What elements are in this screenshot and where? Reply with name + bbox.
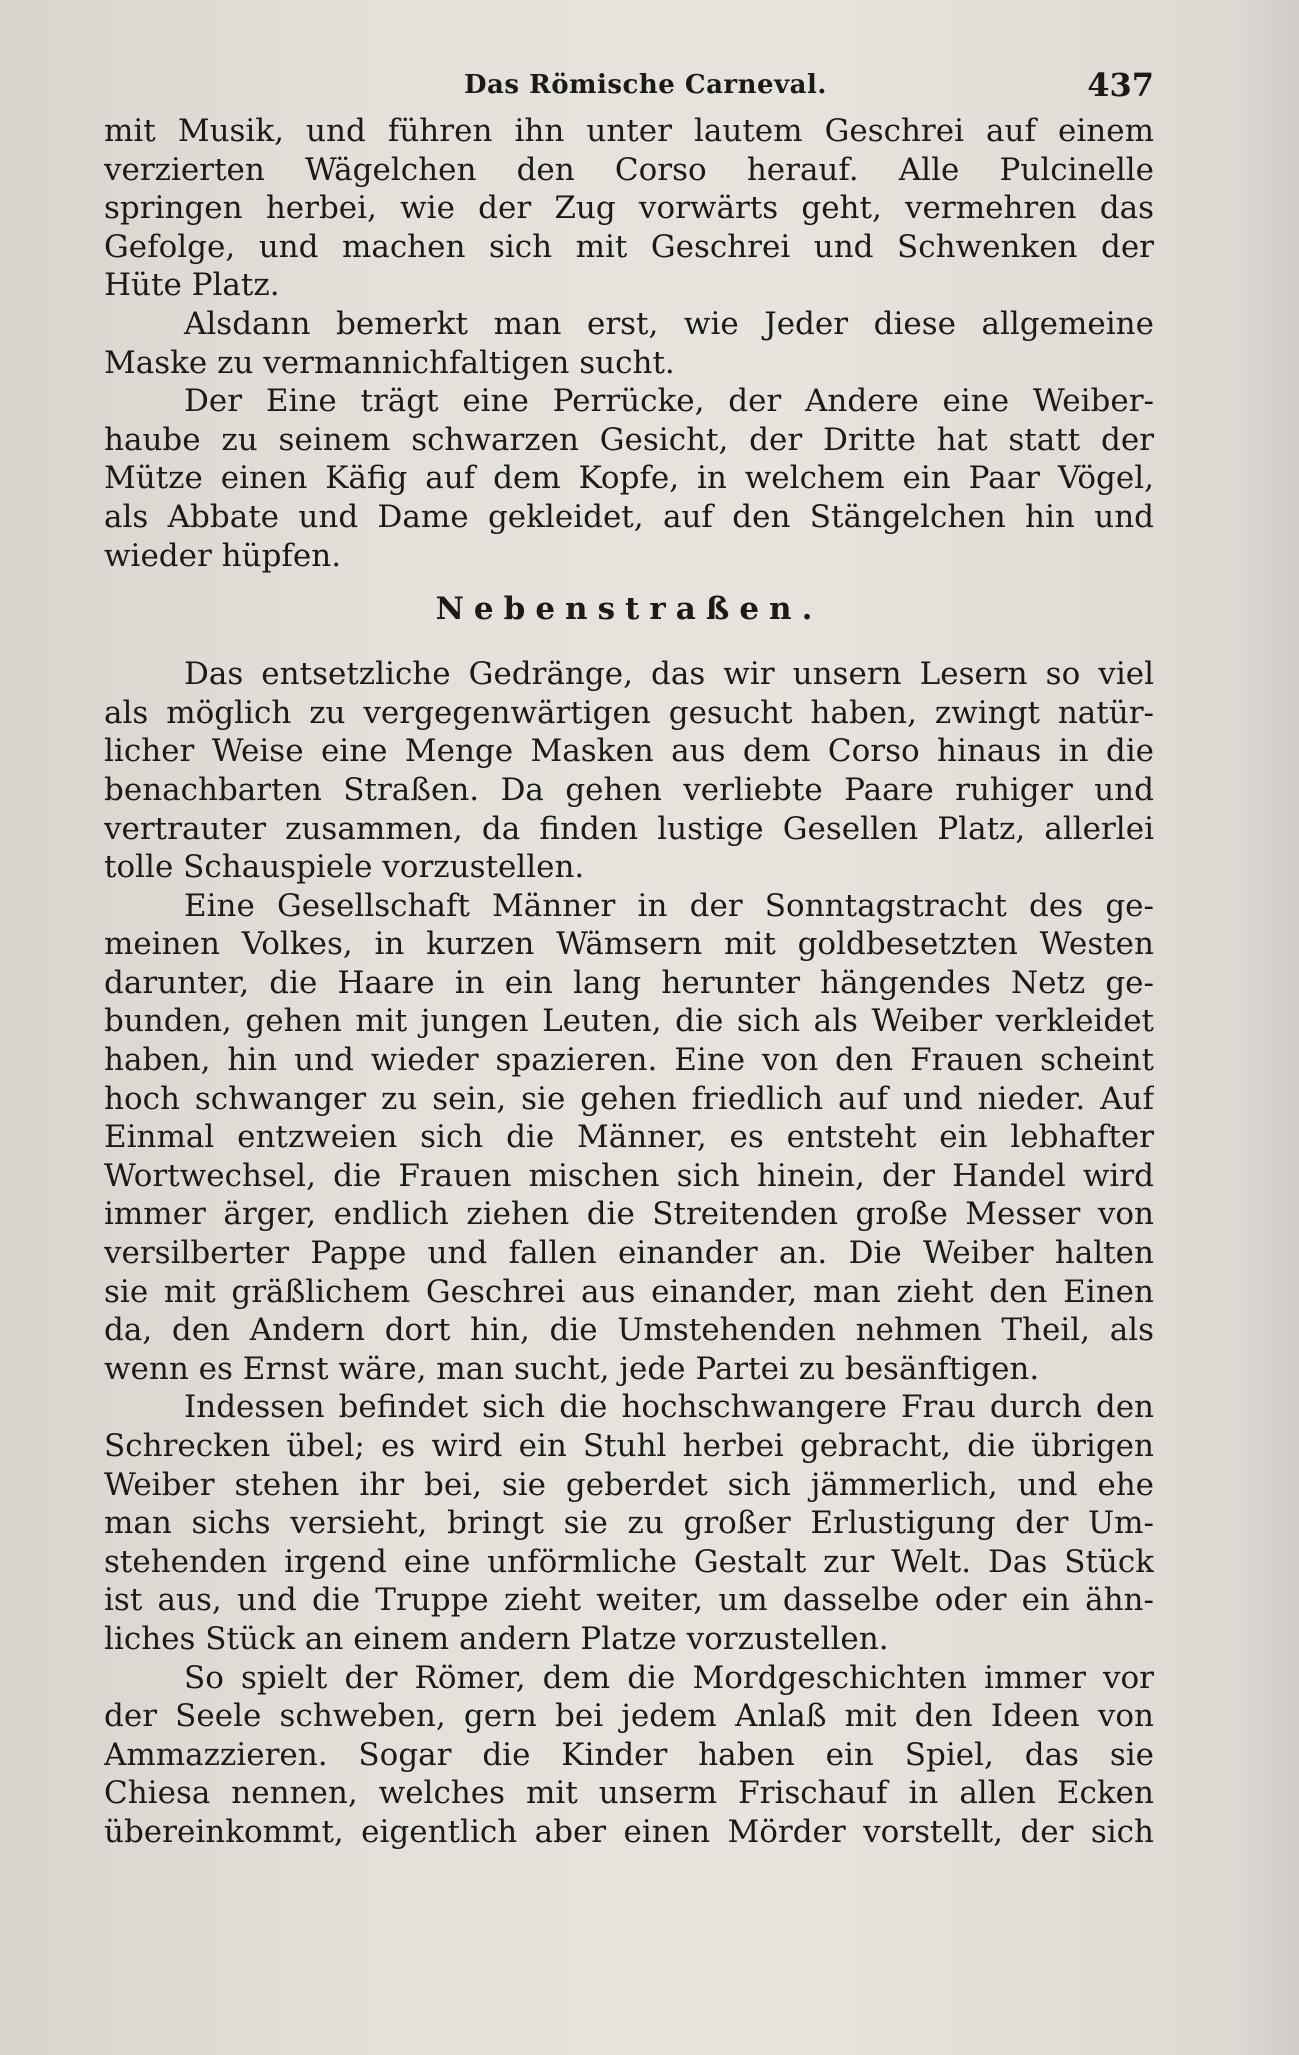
text-line: tolle Schauspiele vorzustellen. [104,849,585,886]
text-line: übereinkommt, eigentlich aber einen Mörder vorstellt, der sich [104,1813,1154,1850]
text-line: vertrauter zusammen, da finden lustige Gesellen Platz, allerlei [104,810,1154,847]
text-line: Gefolge, und machen sich mit Geschrei und Schwenken der [104,228,1154,265]
body-text-top [104,112,1154,575]
text-block [104,60,1154,1852]
text-line: stehenden irgend eine unförmliche Gestalt zur Welt. Das Stück [104,1543,1154,1580]
text-line: Chiesa nennen, welches mit unserm Frischauf in allen Ecken [104,1775,1154,1812]
page-edge-shadow [1230,0,1299,2055]
text-line: verzierten Wägelchen den Corso herauf. Alle Pulcinelle [104,151,1154,188]
text-line: Schrecken übel; es wird ein Stuhl herbei gebracht, die übrigen [104,1428,1154,1464]
text-line: haube zu seinem schwarzen Gesicht, der Dritte hat statt der [104,421,1154,458]
text-line: man sichs versieht, bringt sie zu großer Erlustigung der Um- [104,1505,1154,1542]
text-line: Das entsetzliche Gedränge, das wir unsern Lesern so viel [184,656,1154,693]
text-line: Indessen befindet sich die hochschwangere Frau durch den [184,1389,1154,1426]
text-line: Eine Gesellschaft Männer in der Sonntagstracht des ge- [184,887,1154,924]
text-line: Der Eine trägt eine Perrücke, der Andere eine Weiber- [184,383,1154,420]
text-line: Maske zu vermannichfaltigen sucht. [104,344,675,381]
text-line: benachbarten Straßen. Da gehen verliebte Paare ruhiger und [104,771,1154,808]
text-line: ist aus, und die Truppe zieht weiter, um dasselbe oder ein ähn- [104,1582,1154,1619]
text-line: als Abbate und Dame gekleidet, auf den Stängelchen hin und [104,498,1154,535]
text-line: Weiber stehen ihr bei, sie geberdet sich jämmerlich, und ehe [104,1466,1154,1503]
running-head-title: Das Römische Carneval. [464,70,827,100]
text-line: bunden, gehen mit jungen Leuten, die sich als Weiber verkleidet [104,1003,1154,1040]
text-line: licher Weise eine Menge Masken aus dem Corso hinaus in die [104,733,1154,770]
text-line: haben, hin und wieder spazieren. Eine von den Frauen scheint [104,1042,1154,1079]
body-text-bottom [104,655,1154,1851]
text-line: da, den Andern dort hin, die Umstehenden nehmen Theil, als [104,1312,1154,1349]
section-heading: Nebenstraßen. [435,591,823,628]
text-line: Mütze einen Käfig auf dem Kopfe, in welchem ein Paar Vögel, [104,460,1154,497]
text-line: Einmal entzweien sich die Männer, es entsteht ein lebhafter [104,1119,1154,1156]
text-line: Hüte Platz. [104,267,280,304]
text-line: als möglich zu vergegenwärtigen gesucht haben, zwingt natür- [104,694,1154,731]
page-number: 437 [1087,66,1154,104]
text-line: wenn es Ernst wäre, man sucht, jede Partei zu besänftigen. [104,1350,1040,1387]
running-head [104,60,1154,112]
text-line: Alsdann bemerkt man erst, wie Jeder diese allgemeine [184,305,1154,342]
text-line: wieder hüpfen. [104,537,342,574]
text-line: sie mit gräßlichem Geschrei aus einander, man zieht den Einen [104,1273,1154,1310]
text-line: Ammazzieren. Sogar die Kinder haben ein Spiel, das sie [104,1736,1154,1773]
text-line: hoch schwanger zu sein, sie gehen friedlich auf und nieder. Auf [104,1080,1154,1117]
text-line: springen herbei, wie der Zug vorwärts geht, vermehren das [104,190,1154,227]
text-line: So spielt der Römer, dem die Mordgeschichten immer vor [184,1659,1154,1696]
text-line: Wortwechsel, die Frauen mischen sich hinein, der Handel wird [104,1157,1154,1194]
text-line: versilberter Pappe und fallen einander an. Die Weiber halten [104,1235,1154,1272]
text-line: darunter, die Haare in ein lang herunter hängendes Netz ge- [104,964,1154,1001]
text-line: der Seele schweben, gern bei jedem Anlaß mit den Ideen von [104,1698,1154,1735]
text-line: meinen Volkes, in kurzen Wämsern mit goldbesetzten Westen [104,926,1154,963]
text-line: immer ärger, endlich ziehen die Streitenden große Messer von [104,1196,1154,1233]
text-line: liches Stück an einem andern Platze vorzustellen. [104,1620,889,1657]
text-line: mit Musik, und führen ihn unter lautem Geschrei auf einem [104,113,1154,149]
